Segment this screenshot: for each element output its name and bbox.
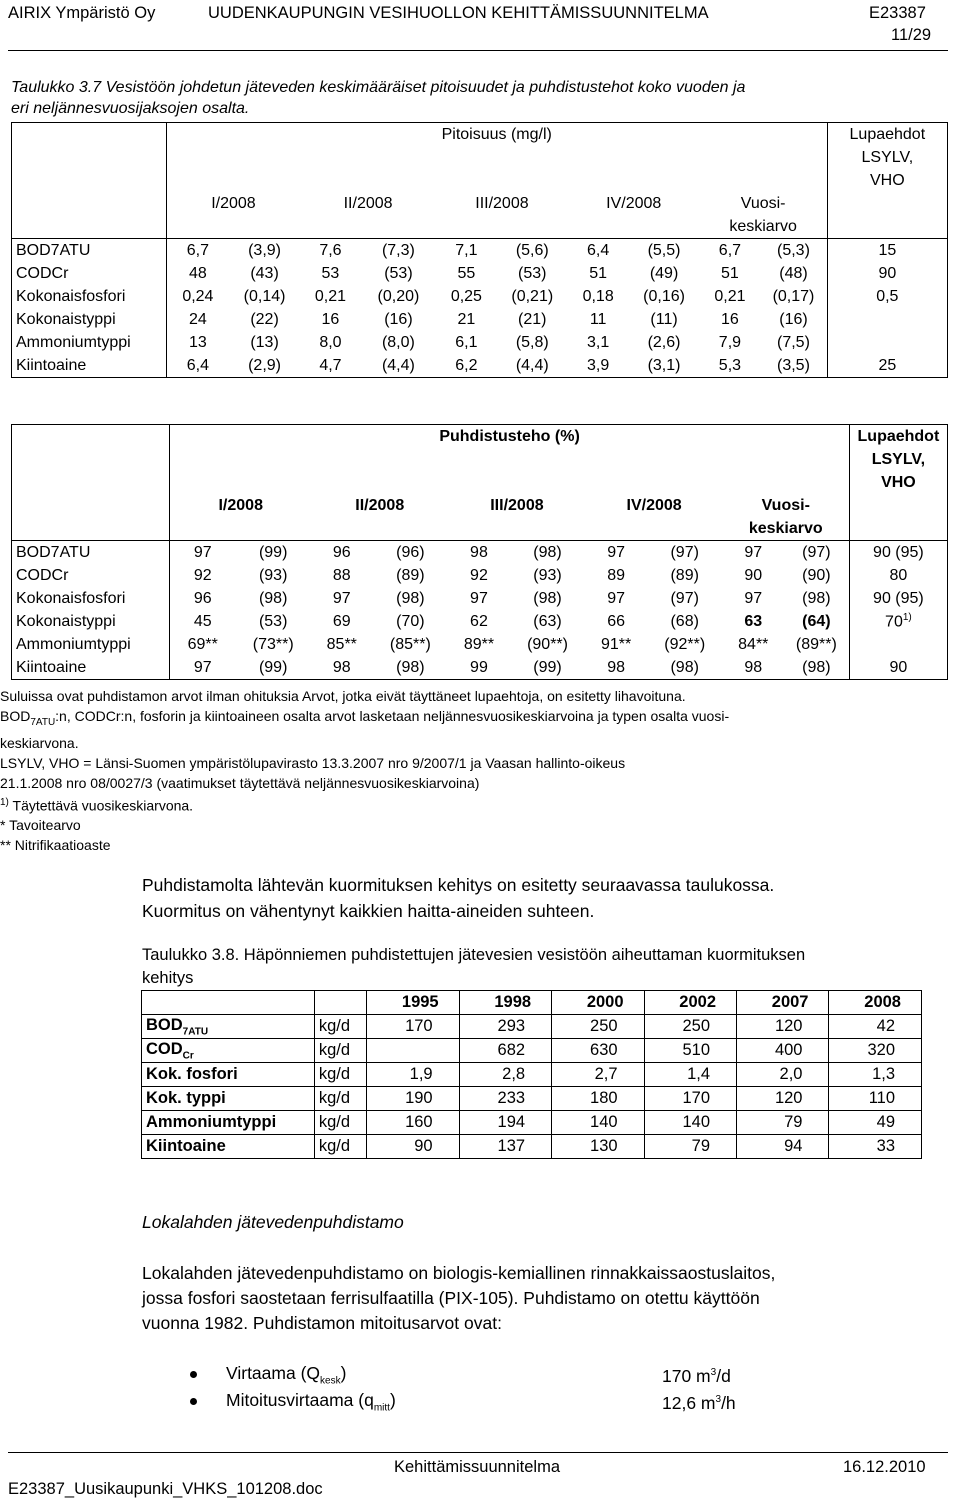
footer-center: Kehittämissuunnitelma <box>394 1458 560 1476</box>
table2-row-label: Kokonaisfosfori <box>12 587 170 610</box>
header-right: E23387 <box>869 4 926 22</box>
table3-year-header: 1995 <box>367 991 459 1015</box>
table2-cell: (73**) <box>252 635 294 653</box>
table3-cell: 233 <box>459 1087 551 1111</box>
table1-col-header: keskiarvo <box>700 215 828 239</box>
table2-cell: 98 <box>586 656 647 680</box>
table1-lupa-header2: LSYLV, <box>827 146 947 169</box>
table2-cell: 96 <box>332 543 351 561</box>
table3-row-label: $BOD_{7ATU}$ <box>142 1015 315 1039</box>
table1-cell: (0,20) <box>377 287 420 305</box>
table1-cell: (7,5) <box>760 331 827 354</box>
table2-lupa-header1: Lupaehdot <box>849 425 947 449</box>
table1-cell: 3,1 <box>587 333 610 351</box>
section-paragraph-line: jossa fosfori saostetaan ferrisulfaatilla (PIX-105). Puhdistamo on otettu käyttöön <box>142 1288 760 1308</box>
table3-cell: 90 <box>367 1135 459 1159</box>
table3-row <box>142 1135 922 1159</box>
table1-caption-line2: eri neljännesvuosijaksojen osalta. <box>11 100 250 117</box>
table2-cell: (96) <box>396 543 425 561</box>
table2-cell: (99) <box>510 656 586 680</box>
table1-cell: 4,7 <box>300 354 361 378</box>
table2-cell: (98) <box>258 589 288 607</box>
table1-row <box>12 354 948 378</box>
table3-cell: 137 <box>459 1135 551 1159</box>
table3-cell: 170 <box>367 1015 459 1039</box>
table3-cell: 400 <box>737 1039 829 1063</box>
table2-cell: (89) <box>396 566 425 584</box>
table3-cell: 94 <box>737 1135 829 1159</box>
table2-cell: (99) <box>258 543 288 561</box>
table3-year-header: 2008 <box>829 991 922 1015</box>
table3-cell: 2,8 <box>459 1063 551 1087</box>
table1-cell: 6,2 <box>436 354 497 378</box>
bullet-value: 170 $m^3/d$ <box>662 1365 731 1386</box>
table1-lupa-cell: 90 <box>827 262 947 285</box>
table1-cell: 0,24 <box>182 287 214 305</box>
table1-cell: (2,6) <box>647 333 681 351</box>
table2-cell: 97 <box>744 543 763 561</box>
table2-col-header: keskiarvo <box>723 517 850 541</box>
table1-cell: 16 <box>321 310 340 328</box>
table2-cell: (97) <box>670 589 699 607</box>
table2-cell: 97 <box>332 589 351 607</box>
table1-body <box>12 239 948 378</box>
table3-cell: 180 <box>552 1087 644 1111</box>
table2-cell: (90) <box>784 564 849 587</box>
table2-cell: (98) <box>372 656 448 680</box>
table2-cell: (89) <box>670 566 699 584</box>
table1-lupa-cell <box>827 331 947 354</box>
table1-cell: 6,1 <box>455 333 478 351</box>
table1-cell: 16 <box>721 310 739 328</box>
table1-row-label: Ammoniumtyppi <box>12 331 167 354</box>
table2-cell: 89** <box>463 635 495 653</box>
table1-cell: (5,8) <box>515 333 549 351</box>
table1-lupa-cell: 25 <box>827 354 947 378</box>
table2-row-label: Kokonaistyppi <box>12 610 170 633</box>
table3-row <box>142 1111 922 1135</box>
table2-lupa-cell: 80 <box>849 564 947 587</box>
table3-row-label: Kok. typpi <box>142 1087 315 1111</box>
table2-cell: 97 <box>607 589 626 607</box>
table2-cell: (98) <box>533 543 562 561</box>
table2-cell: (53) <box>258 612 288 630</box>
table1-cell: (8,0) <box>381 333 415 351</box>
table1-col-header: III/2008 <box>475 194 529 212</box>
table2-row <box>12 564 948 587</box>
table2-col-header: Vuosi- <box>723 494 850 517</box>
table2-col-header: III/2008 <box>490 496 544 514</box>
table3-cell: 190 <box>367 1087 459 1111</box>
table3-cell: 1,3 <box>829 1063 922 1087</box>
table1-cell: (4,4) <box>361 354 436 378</box>
table3-row-label: Ammoniumtyppi <box>142 1111 315 1135</box>
table1-cell: 53 <box>321 264 340 282</box>
table2-lupa-cell: 90 <box>849 656 947 680</box>
table3-year-header: 2007 <box>737 991 829 1015</box>
table2-cell: 98 <box>470 543 488 561</box>
table1-cell: 8,0 <box>319 333 342 351</box>
table1-cell: (5,5) <box>647 241 681 259</box>
table3-row <box>142 1039 922 1063</box>
table2-cell: 99 <box>448 656 509 680</box>
table2-cell: 89 <box>607 566 626 584</box>
table2-cell: 97 <box>170 656 235 680</box>
table1-cell: 3,9 <box>568 354 629 378</box>
bullet-item <box>190 1360 910 1386</box>
table1-cell: 7,9 <box>718 333 742 351</box>
table1-row-label: Kokonaisfosfori <box>12 285 167 308</box>
table3-year-header: 2000 <box>552 991 644 1015</box>
bullet-label: Mitoitusvirtaama $(q_{mitt})$ <box>226 1390 396 1414</box>
table2-cell: 97 <box>744 589 763 607</box>
table2-cell: (92**) <box>664 635 706 653</box>
table3-cell: 120 <box>737 1087 829 1111</box>
header-rule <box>8 50 948 51</box>
table2-cell: 66 <box>607 612 626 630</box>
table1-cell: (21) <box>518 310 547 328</box>
table1-row <box>12 308 948 331</box>
table3-cell: 250 <box>644 1015 736 1039</box>
table2-title: Puhdistusteho (%) <box>170 425 850 449</box>
table2-cell: (98) <box>396 589 425 607</box>
table1-cell: (5,3) <box>760 239 827 263</box>
table3-cell: 194 <box>459 1111 551 1135</box>
table2-cell: 62 <box>470 612 488 630</box>
table2-cell: 97 <box>193 543 212 561</box>
table2-cell: 96 <box>193 589 212 607</box>
table2-cell: 92 <box>470 566 488 584</box>
table2-cell: 90 <box>744 566 763 584</box>
table1-cell: 6,7 <box>186 241 209 259</box>
section-paragraph-line: vuonna 1982. Puhdistamon mitoitusarvot ovat: <box>142 1313 502 1333</box>
table3-cell: 1,9 <box>367 1063 459 1087</box>
table3-cell: 140 <box>644 1111 736 1135</box>
table1-col-header: Vuosi- <box>700 192 828 215</box>
table1-cell: 6,4 <box>587 241 610 259</box>
table3-cell: 42 <box>829 1015 922 1039</box>
table3-cell: 140 <box>552 1111 644 1135</box>
table1-cell: (0,21) <box>511 287 554 305</box>
table3-caption-line2: kehitys <box>142 969 194 987</box>
table2-cell: (68) <box>670 612 699 630</box>
table3-unit: kg/d <box>314 1063 366 1087</box>
table1-row-label: BOD7ATU <box>12 239 167 263</box>
table1-cell: (0,14) <box>243 287 286 305</box>
table1-cell: 7,6 <box>319 241 342 259</box>
table2-row <box>12 587 948 610</box>
note-line: keskiarvona. <box>0 734 79 751</box>
table2-col-header: IV/2008 <box>626 496 682 514</box>
table3-caption-line1: Taulukko 3.8. Häpönniemen puhdistettujen jätevesien vesistöön aiheuttaman kuormituksen <box>142 946 806 964</box>
table1-cell: (22) <box>250 310 279 328</box>
table1-cell: 55 <box>457 264 476 282</box>
paragraph-line: Kuormitus on vähentynyt kaikkien haitta-aineiden suhteen. <box>142 901 595 921</box>
table1-cell: (3,9) <box>248 241 281 259</box>
concentration-table <box>11 122 948 378</box>
table3-cell: 2,7 <box>552 1063 644 1087</box>
table2-cell: 91** <box>600 635 632 653</box>
table3-cell: 630 <box>552 1039 644 1063</box>
bullet-icon <box>190 1398 197 1405</box>
table2-row <box>12 610 948 633</box>
table2-cell: 97 <box>470 589 488 607</box>
table2-cell: (93) <box>533 566 562 584</box>
table1-row <box>12 262 948 285</box>
table3-year-header: 1998 <box>459 991 551 1015</box>
table2-row <box>12 633 948 656</box>
table3-cell: 120 <box>737 1015 829 1039</box>
table1-cell: 51 <box>589 264 608 282</box>
table2-row-label: Ammoniumtyppi <box>12 633 170 656</box>
table1-title: Pitoisuus (mg/l) <box>166 123 827 147</box>
table1-cell: (0,17) <box>760 285 827 308</box>
note-line: ** Nitrifikaatioaste <box>0 837 111 854</box>
table3-cell: 110 <box>829 1087 922 1111</box>
table2-row-label: CODCr <box>12 564 170 587</box>
table1-cell: (49) <box>649 264 679 282</box>
table2-cell: (93) <box>258 566 288 584</box>
table3-year-header: 2002 <box>644 991 736 1015</box>
table1-lupa-header1: Lupaehdot <box>827 123 947 147</box>
table2-cell: 92 <box>193 566 212 584</box>
section-heading: Lokalahden jätevedenpuhdistamo <box>142 1212 404 1232</box>
table-notes <box>0 686 948 855</box>
table2-col-header: II/2008 <box>355 496 405 514</box>
table2-lupa-cell: 70$^{1)}$ <box>849 610 947 633</box>
table3-cell: 510 <box>644 1039 736 1063</box>
table2-col-header: I/2008 <box>218 496 263 514</box>
table1-cell: 5,3 <box>700 354 761 378</box>
table1-cell: 13 <box>188 333 207 351</box>
table1-cell: 6,4 <box>166 354 229 378</box>
table1-col-header: II/2008 <box>343 194 393 212</box>
bullet-item <box>190 1387 910 1413</box>
footer-rule <box>8 1452 948 1453</box>
bullet-label: Virtaama $(Q_{kesk})$ <box>226 1363 347 1387</box>
table2-cell: 97 <box>607 543 626 561</box>
table3-cell: 2,0 <box>737 1063 829 1087</box>
table3-row <box>142 1063 922 1087</box>
table3-cell: 293 <box>459 1015 551 1039</box>
table1-cell: (0,16) <box>643 287 685 305</box>
table2-cell: (98) <box>533 589 562 607</box>
footer-date: 16.12.2010 <box>843 1458 926 1476</box>
table3-row-label: Kiintoaine <box>142 1135 315 1159</box>
table2-lupa-header3: VHO <box>849 471 947 494</box>
table1-cell: (3,5) <box>760 354 827 378</box>
table1-cell: 48 <box>188 264 207 282</box>
note-line: * Tavoitearvo <box>0 817 81 834</box>
table2-cell: (97) <box>784 541 849 565</box>
table1-col-header: IV/2008 <box>606 194 662 212</box>
table2-lupa-cell <box>849 633 947 656</box>
table1-cell: (43) <box>250 264 279 282</box>
bullet-value: 12,6 $m^3/h$ <box>662 1392 736 1413</box>
table1-row-label: CODCr <box>12 262 167 285</box>
table2-cell: (64) <box>784 610 849 633</box>
table1-row <box>12 285 948 308</box>
table2-lupa-cell: 90 (95) <box>849 587 947 610</box>
table3-cell: 682 <box>459 1039 551 1063</box>
table1-cell: (5,6) <box>515 241 549 259</box>
table3-cell: 1,4 <box>644 1063 736 1087</box>
bullet-icon <box>190 1371 197 1378</box>
table3-unit: kg/d <box>314 1015 366 1039</box>
header-center: UUDENKAUPUNGIN VESIHUOLLON KEHITTÄMISSUUNNITELMA <box>208 4 709 22</box>
table2-cell: (85**) <box>389 635 431 653</box>
table2-cell: 88 <box>332 566 351 584</box>
table3-cell: 79 <box>644 1135 736 1159</box>
table2-cell: (63) <box>533 612 562 630</box>
table1-cell: 51 <box>721 264 739 282</box>
table3-row <box>142 1015 922 1039</box>
table2-cell: 69** <box>187 635 218 653</box>
table1-row <box>12 331 948 354</box>
note-line: $BOD_{7ATU}:n$, CODCr:n, fosforin ja kiintoaineen osalta arvot lasketaan neljännesvuosikeskiarvoina ja typen osalta vuosi- <box>0 708 730 728</box>
table1-cell: 0,21 <box>714 287 746 305</box>
table3-unit: kg/d <box>314 1087 366 1111</box>
table1-lupa-cell <box>827 308 947 331</box>
table3-cell: 130 <box>552 1135 644 1159</box>
table3-cell: 320 <box>829 1039 922 1063</box>
table2-lupa-cell: 90 (95) <box>849 541 947 565</box>
table1-cell: (11) <box>650 310 678 328</box>
table3-cell: 33 <box>829 1135 922 1159</box>
table1-cell: (3,1) <box>628 354 699 378</box>
table1-row-label: Kokonaistyppi <box>12 308 167 331</box>
table3-unit: kg/d <box>314 1039 366 1063</box>
table1-lupa-header3: VHO <box>827 169 947 192</box>
table1-cell: (7,3) <box>381 241 415 259</box>
paragraph-line: Puhdistamolta lähtevän kuormituksen kehitys on esitetty seuraavassa taulukossa. <box>142 875 775 895</box>
table3-cell: 79 <box>737 1111 829 1135</box>
table2-cell: (99) <box>235 656 311 680</box>
table3-cell <box>367 1039 459 1063</box>
table1-cell: 11 <box>589 310 607 328</box>
header-page: 11/29 <box>891 26 932 44</box>
table1-cell: 0,21 <box>314 287 346 305</box>
table2-row <box>12 541 948 565</box>
table2-cell: (70) <box>396 612 425 630</box>
table2-cell: (98) <box>784 587 849 610</box>
table2-cell: (90**) <box>527 635 568 653</box>
table3-unit: kg/d <box>314 1111 366 1135</box>
table2-cell: 98 <box>723 656 784 680</box>
table2-cell: (97) <box>670 543 699 561</box>
table3-cell: 250 <box>552 1015 644 1039</box>
table1-cell: (16) <box>384 310 413 328</box>
table1-cell: 6,7 <box>718 241 742 259</box>
table1-cell: (53) <box>518 264 547 282</box>
section-paragraph-line: Lokalahden jätevedenpuhdistamo on biologis-kemiallinen rinnakkaissaostuslaitos, <box>142 1263 776 1283</box>
table2-cell: (98) <box>647 656 723 680</box>
table3-cell: 160 <box>367 1111 459 1135</box>
table3-cell: 49 <box>829 1111 922 1135</box>
table1-cell: 24 <box>188 310 207 328</box>
table2-row <box>12 656 948 680</box>
table1-cell: (16) <box>760 308 827 331</box>
table2-cell: (98) <box>784 656 849 680</box>
table1-cell: 0,18 <box>582 287 614 305</box>
table3-unit: kg/d <box>314 1135 366 1159</box>
table1-cell: 21 <box>457 310 476 328</box>
table1-row-label: Kiintoaine <box>12 354 167 378</box>
table2-cell: 85** <box>326 635 357 653</box>
note-line: Suluissa ovat puhdistamon arvot ilman ohituksia Arvot, jotka eivät täyttäneet lupaehtoja, on esitetty lihavoituna. <box>0 688 686 704</box>
table1-cell: (2,9) <box>229 354 300 378</box>
table2-lupa-header2: LSYLV, <box>849 448 947 471</box>
load-development-table <box>141 990 922 1159</box>
table3-row-label: $COD_{Cr}$ <box>142 1039 315 1063</box>
table1-cell: 7,1 <box>455 241 478 259</box>
table2-body <box>12 541 948 680</box>
table2-row-label: BOD7ATU <box>12 541 170 565</box>
header-left: AIRIX Ympäristö Oy <box>8 4 156 22</box>
table3-row-label: Kok. fosfori <box>142 1063 315 1087</box>
note-line: LSYLV, VHO = Länsi-Suomen ympäristölupavirasto 13.3.2007 nro 9/2007/1 ja Vaasan hallinto-oikeus <box>0 754 626 771</box>
table2-cell: 98 <box>311 656 372 680</box>
footer-file: E23387_Uusikaupunki_VHKS_101208.doc <box>8 1480 323 1498</box>
table1-lupa-cell: 0,5 <box>827 285 947 308</box>
table1-cell: (53) <box>384 264 413 282</box>
table1-lupa-cell: 15 <box>827 239 947 263</box>
table2-cell: 84** <box>738 635 769 653</box>
table2-row-label: Kiintoaine <box>12 656 170 680</box>
table2-cell: 63 <box>744 612 763 630</box>
note-line: $^{1)}$ Täytettävä vuosikeskiarvona. <box>0 796 194 814</box>
table3-row <box>142 1087 922 1111</box>
table2-cell: 69 <box>332 612 351 630</box>
table1-cell: (13) <box>250 333 279 351</box>
table1-cell: 0,25 <box>450 287 482 305</box>
table2-cell: 45 <box>193 612 212 630</box>
table1-cell: (4,4) <box>497 354 568 378</box>
treatment-efficiency-table <box>11 424 948 680</box>
table1-caption-line1: Taulukko 3.7 Vesistöön johdetun jäteveden keskimääräiset pitoisuudet ja puhdistustehot koko vuoden ja <box>11 79 746 96</box>
table1-cell: (48) <box>760 262 827 285</box>
table1-row <box>12 239 948 263</box>
table1-col-header: I/2008 <box>211 194 256 212</box>
note-line: 21.1.2008 nro 08/0027/3 (vaatimukset täytettävä neljännesvuosikeskiarvoina) <box>0 774 480 791</box>
table3-cell: 170 <box>644 1087 736 1111</box>
table2-cell: (89**) <box>784 633 849 656</box>
